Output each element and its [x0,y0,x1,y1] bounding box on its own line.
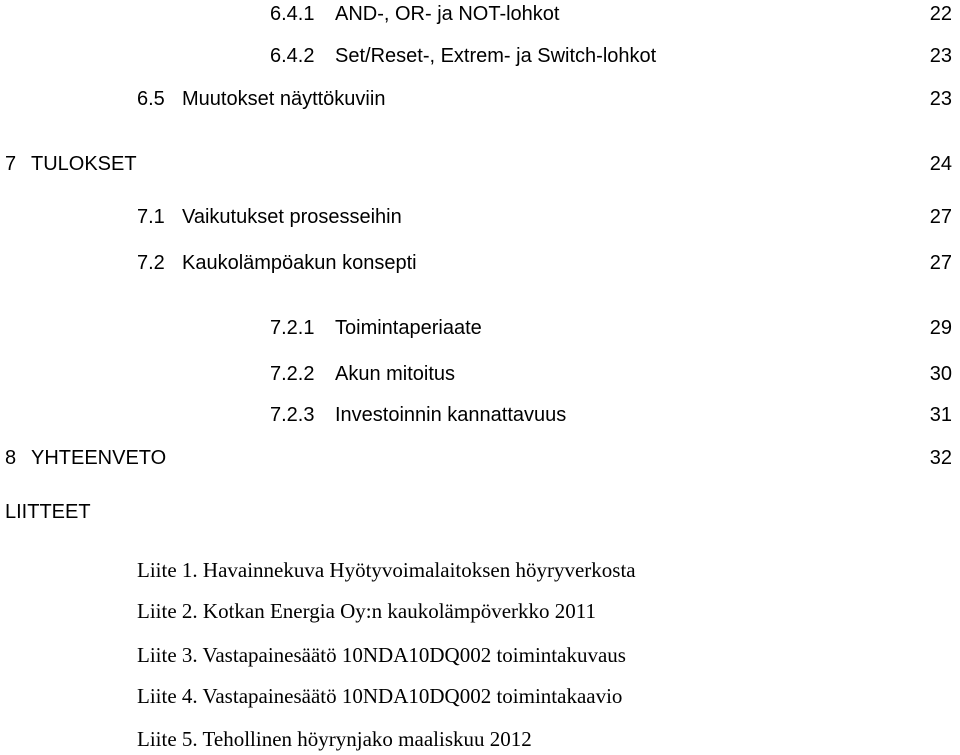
toc-entry-page: 27 [929,252,952,274]
appendix-item-1[interactable] [0,555,960,585]
appendix-title: Liite 4. Vastapainesäätö 10NDA10DQ002 toimintakaavio [137,684,623,708]
toc-entry-title: YHTEENVETO [31,447,167,469]
toc-entry-8[interactable] [0,443,960,473]
appendix-item-2[interactable] [0,596,960,626]
toc-entry-number: 6.4.2 [270,45,315,67]
toc-entry-number: 6.5 [137,88,165,110]
toc-entry-page: 22 [929,3,952,25]
toc-entry-6-5[interactable] [0,84,960,114]
toc-entry-page: 30 [929,363,952,385]
toc-entry-7-2-1[interactable] [0,313,960,343]
toc-entry-page: 27 [929,206,952,228]
toc-entry-title: Set/Reset-, Extrem- ja Switch-lohkot [335,45,657,67]
appendix-title: Liite 2. Kotkan Energia Oy:n kaukolämpöverkko 2011 [137,599,596,623]
appendix-item-5[interactable] [0,724,960,754]
toc-entry-page: 31 [929,404,952,426]
toc-entry-appendices[interactable] [0,497,960,527]
appendix-title: Liite 1. Havainnekuva Hyötyvoimalaitoksen höyryverkosta [137,558,636,582]
toc-entry-number: 7.2 [137,252,165,274]
toc-entry-6-4-1[interactable] [0,0,960,29]
toc-entry-7-2-3[interactable] [0,400,960,430]
toc-entry-title: Kaukolämpöakun konsepti [182,252,417,274]
toc-entry-number: 6.4.1 [270,3,315,25]
toc-entry-7-2[interactable] [0,248,960,278]
toc-entry-number: 8 [5,447,17,469]
toc-entry-title: Vaikutukset prosesseihin [182,206,402,228]
toc-entry-7-1[interactable] [0,202,960,232]
appendix-title: Liite 3. Vastapainesäätö 10NDA10DQ002 toimintakuvaus [137,643,626,667]
toc-entry-page: 24 [929,153,952,175]
toc-entry-title: Akun mitoitus [335,363,456,385]
toc-entry-7-2-2[interactable] [0,359,960,389]
toc-entry-title: Toimintaperiaate [335,317,482,339]
toc-entry-number: 7.2.3 [270,404,315,426]
toc-entry-page: 32 [929,447,952,469]
toc-entry-number: 7 [5,153,17,175]
appendix-item-4[interactable] [0,681,960,711]
toc-entry-title: Muutokset näyttökuviin [182,88,386,110]
toc-entry-6-4-2[interactable] [0,41,960,71]
appendix-item-3[interactable] [0,640,960,670]
toc-entry-title: LIITTEET [5,501,91,523]
toc-entry-page: 23 [929,45,952,67]
toc-entry-title: Investoinnin kannattavuus [335,404,567,426]
toc-entry-number: 7.2.1 [270,317,315,339]
toc-entry-title: AND-, OR- ja NOT-lohkot [335,3,560,25]
toc-entry-page: 29 [929,317,952,339]
toc-entry-title: TULOKSET [31,153,137,175]
toc-entry-number: 7.1 [137,206,165,228]
toc-entry-7[interactable] [0,149,960,179]
appendix-title: Liite 5. Tehollinen höyrynjako maaliskuu 2012 [137,727,532,751]
toc-entry-number: 7.2.2 [270,363,315,385]
toc-entry-page: 23 [929,88,952,110]
